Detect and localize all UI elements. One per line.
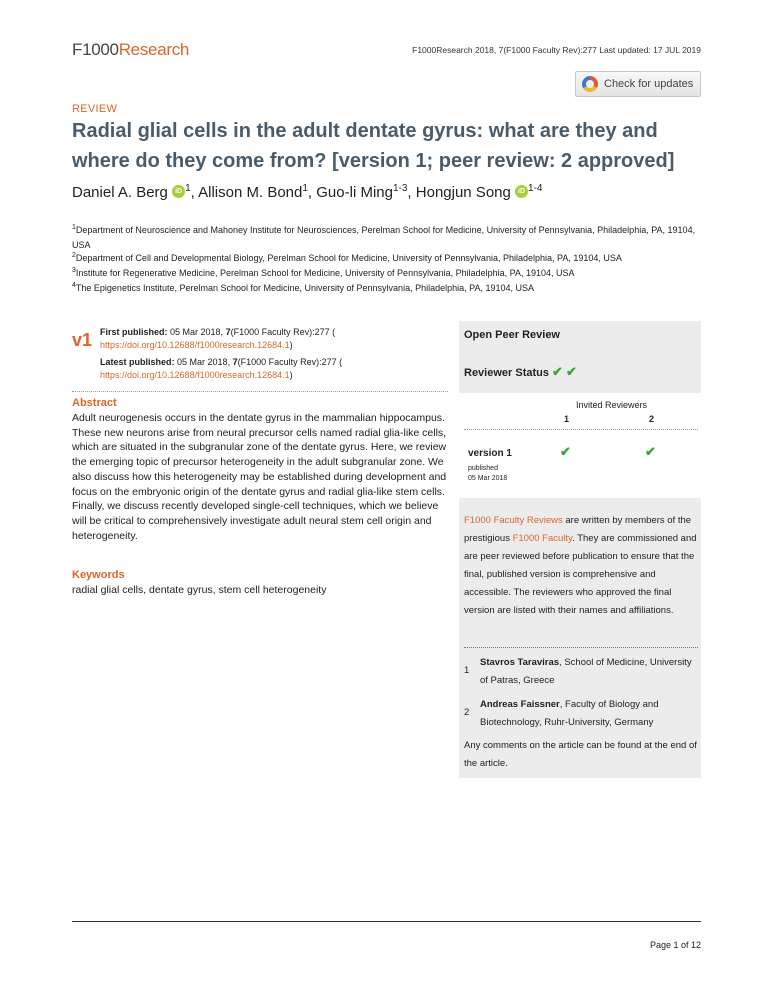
approved-check-icon: ✔ — [566, 364, 577, 379]
article-type: REVIEW — [72, 103, 118, 115]
author-affil-sup: 1 — [185, 183, 191, 194]
reviewer-entry: 2 Andreas Faissner, Faculty of Biology and Biotechnology, Ruhr-University, Germany — [464, 699, 659, 728]
abstract-heading: Abstract — [72, 397, 117, 409]
latest-published: Latest published: 05 Mar 2018, 7(F1000 Faculty Rev):277 ( https://doi.org/10.12688/f1000research.12684.1) — [100, 357, 343, 380]
check-for-updates-button[interactable] — [575, 71, 701, 97]
reviewer-entry: 1 Stavros Taraviras, School of Medicine, University of Patras, Greece — [464, 657, 692, 686]
version-label[interactable]: version 1 — [468, 448, 512, 459]
crossmark-icon — [582, 76, 598, 92]
keywords-heading: Keywords — [72, 569, 125, 581]
author-affil-sup: 1-4 — [528, 183, 543, 194]
version-badge: v1 — [72, 330, 93, 350]
author-name[interactable]: Allison M. Bond — [198, 184, 303, 201]
affiliation: $^4$The Epigenetics Institute, Perelman School for Medicine, University of Pennsylvania, Philadelphia, PA, 19104, USA — [72, 282, 534, 293]
footer-divider — [72, 921, 701, 922]
version-meta: published 05 Mar 2018 — [468, 465, 508, 482]
invited-reviewers-label: Invited Reviewers — [576, 400, 648, 410]
page-number: Page 1 of 12 — [649, 940, 701, 950]
affiliation: $^2$Department of Cell and Developmental Biology, Perelman School for Medicine, University of Pennsylvania, Philadelphia, PA, 19104, USA — [72, 252, 622, 263]
affiliation: $^1$Department of Neuroscience and Mahoney Institute for Neurosciences, Perelman School for Medicine, University of Pennsylvania, Philadelphia, PA, 19104, USA — [72, 224, 696, 250]
peer-review-title: Open Peer Review — [464, 329, 560, 341]
reviewer-number: 1 — [564, 414, 570, 424]
faculty-link[interactable]: F1000 Faculty — [512, 533, 573, 544]
reviewer-1-approved-icon[interactable]: ✔ — [560, 444, 571, 459]
header-citation: F1000Research 2018, 7(F1000 Faculty Rev):277 Last updated: 17 JUL 2019 — [412, 45, 701, 55]
author-name[interactable]: Daniel A. Berg — [72, 184, 168, 201]
orcid-icon[interactable]: iD — [172, 185, 185, 198]
divider — [72, 391, 448, 392]
author-name[interactable]: Hongjun Song — [415, 184, 511, 201]
doi-link[interactable]: https://doi.org/10.12688/f1000research.12684.1 — [100, 340, 290, 350]
orcid-icon[interactable]: iD — [515, 185, 528, 198]
author-affil-sup: 1 — [302, 183, 308, 194]
approved-check-icon: ✔ — [552, 364, 563, 379]
author-list: Daniel A. Berg iD $^1$, Allison M. Bond$^1$, Guo-li Ming$^{1-3}$, Hongjun Song iD $^{1-4}$ — [72, 183, 543, 201]
abstract-text: Adult neurogenesis occurs in the dentate gyrus in the mammalian hippocampus. These new neurons arise from neural precursor cells named radial glia-like cells, which are situated in the subgranular zone of the dentate gyrus. Here, we review the emerging topic of precursor heterogeneity in the adult subgranular zone. We also discuss how this heterogeneity may be established during development and focus on the embryonic origin of the dentate gyrus and radial glia-like stem cells. Finally, we discuss recently developed single-cell techniques, which we believe will be critical to comprehensively investigate adult neural stem cell origin and heterogeneity. — [72, 412, 447, 542]
affiliation: $^3$Institute for Regenerative Medicine, Perelman School for Medicine, University of Pennsylvania, Philadelphia, PA, 19104, USA — [72, 267, 575, 278]
comments-note: Any comments on the article can be found at the end of the article. — [464, 740, 697, 769]
reviewer-name[interactable]: Stavros Taraviras — [480, 657, 560, 668]
keywords-text: radial glial cells, dentate gyrus, stem cell heterogeneity — [72, 584, 327, 596]
first-published: First published: 05 Mar 2018, 7(F1000 Faculty Rev):277 ( https://doi.org/10.12688/f1000research.12684.1) — [100, 327, 336, 350]
faculty-reviews-link[interactable]: F1000 Faculty Reviews — [464, 515, 563, 526]
check-for-updates-label: Check for updates — [604, 78, 694, 90]
doi-link[interactable]: https://doi.org/10.12688/f1000research.12684.1 — [100, 370, 290, 380]
faculty-reviews-info: F1000 Faculty Reviews are written by members of the prestigious F1000 Faculty. They are commissioned and are peer reviewed before publication to ensure that the final, published version is comprehensive and accessible. The reviewers who approved the final version are listed with their names and affiliations. — [464, 515, 697, 616]
article-title: Radial glial cells in the adult dentate gyrus: what are they and where do they come from? [version 1; peer review: 2 approved] — [72, 120, 675, 172]
journal-logo: F1000Research — [72, 40, 190, 59]
reviewer-number: 2 — [649, 414, 655, 424]
divider — [464, 647, 698, 648]
author-affil-sup: 1-3 — [392, 183, 408, 194]
author-name[interactable]: Guo-li Ming — [316, 184, 393, 201]
divider — [464, 429, 698, 430]
reviewer-name[interactable]: Andreas Faissner — [480, 699, 560, 710]
reviewer-status: Reviewer Status ✔ ✔ — [464, 364, 577, 379]
reviewer-2-approved-icon[interactable]: ✔ — [645, 444, 656, 459]
